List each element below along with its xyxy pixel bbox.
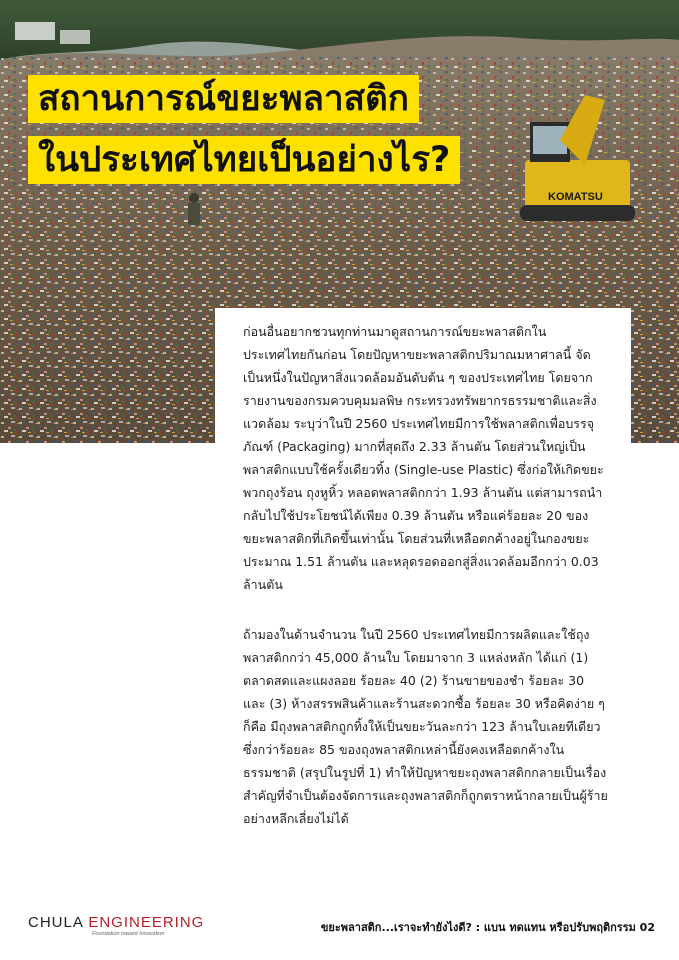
article-paragraph: ถ้ามองในด้านจำนวน ในปี 2560 ประเทศไทยมีการผลิตและใช้ถุงพลาสติกกว่า 45,000 ล้านใบ โดยมาจาก 3 แหล่งหลัก ได้แก่ (1) ตลาดสดและแผงลอย ร้อยละ 40 (2) ร้านขายของชำ ร้อยละ 30 และ (3) ห้างสรรพสินค้าและร้านสะดวกซื้อ ร้อยละ 30 หรือคิดง่าย ๆ ก็คือ มีถุงพลาสติกถูกทิ้งให้เป็นขยะวันละกว่า 123 ล้านใบเลยทีเดียว ซึ่งกว่าร้อยละ 85 ของถุงพลาสติกเหล่านี้ยังคงเหลือตกค้างในธรรมชาติ (สรุปในรูปที่ 1) ทำให้ปัญหาขยะถุงพลาสติกกลายเป็นเรื่องสำคัญที่จำเป็นต้องจัดการและถุงพลาสติกก็ถูกตราหน้ากลายเป็นผู้ร้ายอย่างหลีกเลี่ยงไม่ได้: [243, 627, 608, 826]
series-title: ขยะพลาสติก...เราจะทำยังไงดี? : แบน ทดแทน หรือปรับพฤติกรรม 02: [320, 921, 655, 934]
worker-figure-icon: [188, 193, 200, 225]
page-footer: [0, 912, 679, 942]
logo-tagline: Foundation toward Innovation: [92, 931, 165, 937]
chula-engineering-logo: [28, 914, 204, 937]
article-body: [215, 308, 631, 848]
article-paragraph: ก่อนอื่นอยากชวนทุกท่านมาดูสถานการณ์ขยะพลาสติกในประเทศไทยกันก่อน โดยปัญหาขยะพลาสติกปริมาณมหาศาลนี้ จัดเป็นหนึ่งในปัญหาสิ่งแวดล้อมอันดับต้น ๆ ของประเทศไทย โดยจากรายงานของกรมควบคุมมลพิษ กระทรวงทรัพยากรธรรมชาติและสิ่งแวดล้อม ระบุว่าในปี 2560 ประเทศไทยมีการใช้พลาสติกเพื่อบรรจุภัณฑ์ (Packaging) มากที่สุดถึง 2.33 ล้านตัน โดยส่วนใหญ่เป็นพลาสติกแบบใช้ครั้งเดียวทิ้ง (Single-use Plastic) ซึ่งก่อให้เกิดขยะพวกถุงร้อน ถุงหูหิ้ว หลอดพลาสติกกว่า 1.93 ล้านตัน แต่สามารถนำกลับไปใช้ประโยชน์ได้เพียง 0.39 ล้านตัน หรือแค่ร้อยละ 20 ของขยะพลาสติกที่เกิดขึ้นเท่านั้น โดยส่วนที่เหลือตกค้างอยู่ในกองขยะประมาณ 1.51 ล้านตัน และหลุดรอดออกสู่สิ่งแวดล้อมอีกกว่า 0.03 ล้านตัน: [243, 324, 604, 592]
logo-word-chula: CHULA: [28, 914, 84, 931]
svg-text:KOMATSU: KOMATSU: [548, 191, 603, 203]
logo-word-engineering: ENGINEERING: [88, 914, 205, 931]
page-title-line2: ในประเทศไทยเป็นอย่างไร?: [28, 136, 460, 184]
page-title-line1: สถานการณ์ขยะพลาสติก: [28, 75, 419, 123]
